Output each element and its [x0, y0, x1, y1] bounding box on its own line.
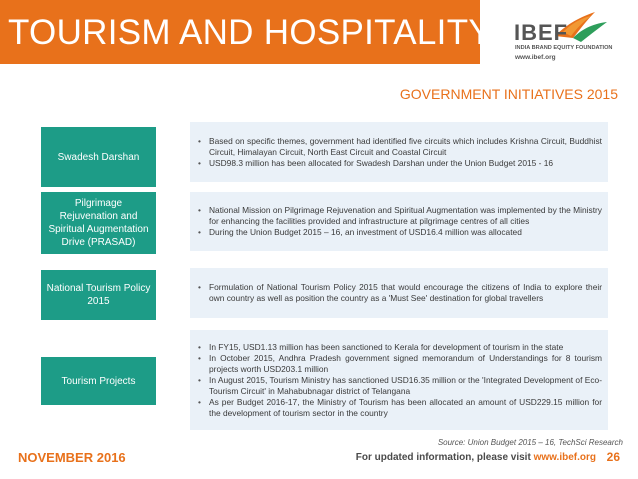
- initiative-panel-prasad: [190, 192, 608, 251]
- page-number: 26: [606, 450, 620, 464]
- page-title: TOURISM AND HOSPITALITY: [8, 13, 493, 52]
- bullet-item: • Formulation of National Tourism Policy 2015 that would encourage the citizens of India to explore their own country as well as position the country as a 'Must See' destination for global travellers: [198, 282, 602, 304]
- initiative-label-swadesh: Swadesh Darshan: [41, 127, 156, 187]
- initiative-panel-tourism-projects: [190, 330, 608, 430]
- bullet-item: • National Mission on Pilgrimage Rejuvenation and Spiritual Augmentation was implemented by the Ministry for enhancing the facilities provided and infrastructure at pilgrimage centres of all cities: [198, 205, 602, 227]
- ibef-logo[interactable]: [487, 8, 632, 68]
- bullet-list: [198, 205, 602, 238]
- bullet-item: • In October 2015, Andhra Pradesh government signed memorandum of Understandings for 8 tourism projects worth USD203.1 million: [198, 353, 602, 375]
- initiative-label-tourism-projects: Tourism Projects: [41, 357, 156, 405]
- footer-info: [356, 452, 596, 463]
- source-note: [438, 438, 623, 447]
- bullet-item: • During the Union Budget 2015 – 16, an investment of USD16.4 million was allocated: [198, 227, 602, 238]
- bullet-list: [198, 282, 602, 304]
- initiative-panel-tourism-policy: [190, 268, 608, 318]
- section-title: GOVERNMENT INITIATIVES 2015: [399, 86, 618, 102]
- bullet-list: [198, 136, 602, 169]
- footer-info-text: For updated information, please visit: [355, 452, 531, 463]
- bullet-item: • Based on specific themes, government had identified five circuits which includes Krishna Circuit, Buddhist Circuit, Himalayan Circuit, North East Circuit and Coastal Circuit: [198, 136, 602, 158]
- initiative-label-tourism-policy: National Tourism Policy 2015: [41, 270, 156, 320]
- bullet-item: • In August 2015, Tourism Ministry has sanctioned USD16.35 million or the 'Integrated Development of Eco-Tourism Circuit' in Mahabubnagar district of Telangana: [198, 375, 602, 397]
- title-banner: [0, 0, 493, 64]
- footer-url-link[interactable]: www.ibef.org: [533, 452, 596, 463]
- footer-date: NOVEMBER 2016: [18, 450, 126, 465]
- bullet-item: • In FY15, USD1.13 million has been sanctioned to Kerala for development of tourism in the state: [198, 342, 602, 353]
- source-text: Union Budget 2015 – 16, TechSci Research: [467, 438, 623, 447]
- bullet-list: [198, 342, 602, 419]
- logo-url: www.ibef.org: [515, 54, 556, 61]
- logo-subtitle: INDIA BRAND EQUITY FOUNDATION: [515, 45, 613, 51]
- source-prefix: Source:: [437, 438, 466, 447]
- bullet-item: • USD98.3 million has been allocated for Swadesh Darshan under the Union Budget 2015 - 16: [198, 158, 602, 169]
- initiative-panel-swadesh: [190, 122, 608, 182]
- initiative-label-prasad: Pilgrimage Rejuvenation and Spiritual Augmentation Drive (PRASAD): [41, 192, 156, 254]
- bullet-item: • As per Budget 2016-17, the Ministry of Tourism has been allocated an amount of USD229.15 million for the development of tourism sector in the country: [198, 397, 602, 419]
- logo-text: IBEF: [514, 20, 569, 45]
